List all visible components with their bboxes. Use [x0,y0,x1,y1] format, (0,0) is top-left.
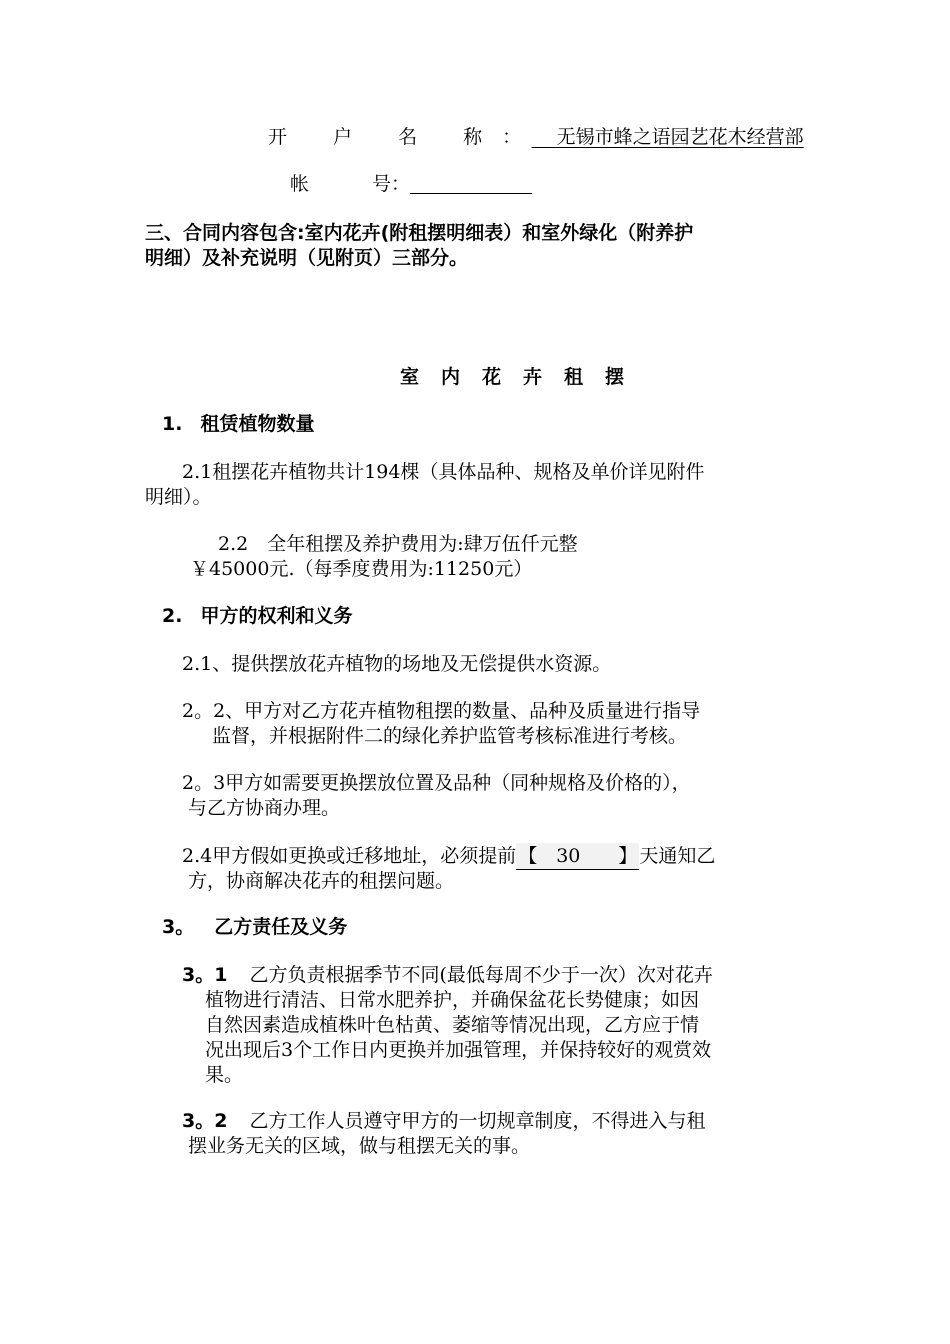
account-number-label: 帐 号： [290,173,411,195]
page-title: 室内花卉租摆 [400,366,647,388]
s3-heading-num: 3。 [162,916,195,938]
s2-p3-line1: 2。3甲方如需要更换摆放位置及品种（同种规格及价格的）， [182,772,691,794]
contract-content-heading-line2: 明细）及补充说明（见附页）三部分。 [145,247,469,269]
s2-heading [162,603,352,629]
s1-p1-line1: 2.1租摆花卉植物共计194棵（具体品种、规格及单价详见附件 [182,461,705,483]
notice-days-field: 【 30 】 [516,843,639,870]
s1-heading-text: 租赁植物数量 [200,413,315,435]
s3-heading [162,914,347,940]
s2-p4-line2: 方，协商解决花卉的租摆问题。 [188,870,455,892]
s3-p1-line2: 植物进行清洁、日常水肥养护，并确保盆花长势健康；如因 [205,989,700,1011]
s3-heading-text: 乙方责任及义务 [214,916,348,938]
s2-p4-post: 天通知乙 [639,845,716,867]
s3-p2-line1 [182,1108,705,1134]
s2-p1: 2.1、提供摆放花卉植物的场地及无偿提供水资源。 [182,653,612,675]
s1-heading [162,411,314,437]
account-number-blank [410,173,532,194]
s2-heading-num: 2. [162,605,183,627]
s3-p2-line1-text: 乙方工作人员遵守甲方的一切规章制度，不得进入与租 [249,1110,706,1132]
s3-p1-line1-text: 乙方负责根据季节不同(最低每周不少于一次）次对花卉 [249,964,713,986]
s3-p1-line3: 自然因素造成植株叶色枯黄、萎缩等情况出现，乙方应于情 [205,1014,700,1036]
s3-p2-line2: 摆业务无关的区域，做与租摆无关的事。 [188,1135,531,1157]
contract-content-heading-line1: 三、合同内容包含:室内花卉(附租摆明细表）和室外绿化（附养护 [145,222,694,244]
s2-p2-line1: 2。2、甲方对乙方花卉植物租摆的数量、品种及质量进行指导 [182,700,701,722]
s2-p3-line2: 与乙方协商办理。 [188,797,341,819]
s3-p1-line4: 况出现后3个工作日内更换并加强管理，并保持较好的观赏效 [205,1039,712,1061]
s3-p2-num: 3。2 [182,1110,228,1132]
s3-p1-num: 3。1 [182,964,228,986]
account-number-row [290,171,532,197]
account-name-row [268,124,804,150]
s2-p4-line1 [182,843,715,870]
s1-p2-line1: 2.2 全年租摆及养护费用为:肆万伍仟元整 [218,533,578,555]
s3-p1-line1 [182,962,713,988]
s1-p1-line2: 明细）。 [145,486,212,508]
s1-heading-num: 1. [162,413,183,435]
s2-heading-text: 甲方的权利和义务 [200,605,353,627]
account-name-label: 开 户 名 称： [268,126,532,148]
s2-p4-pre: 2.4甲方假如更换或迁移地址，必须提前 [182,845,517,867]
s3-p1-line5: 果。 [205,1064,244,1086]
s2-p2-line2: 监督，并根据附件二的绿化养护监管考核标准进行考核。 [212,725,688,747]
s1-p2-line2: ￥45000元.（每季度费用为:11250元） [190,558,533,580]
account-name-value: 无锡市蜂之语园艺花木经营部 [531,126,804,148]
